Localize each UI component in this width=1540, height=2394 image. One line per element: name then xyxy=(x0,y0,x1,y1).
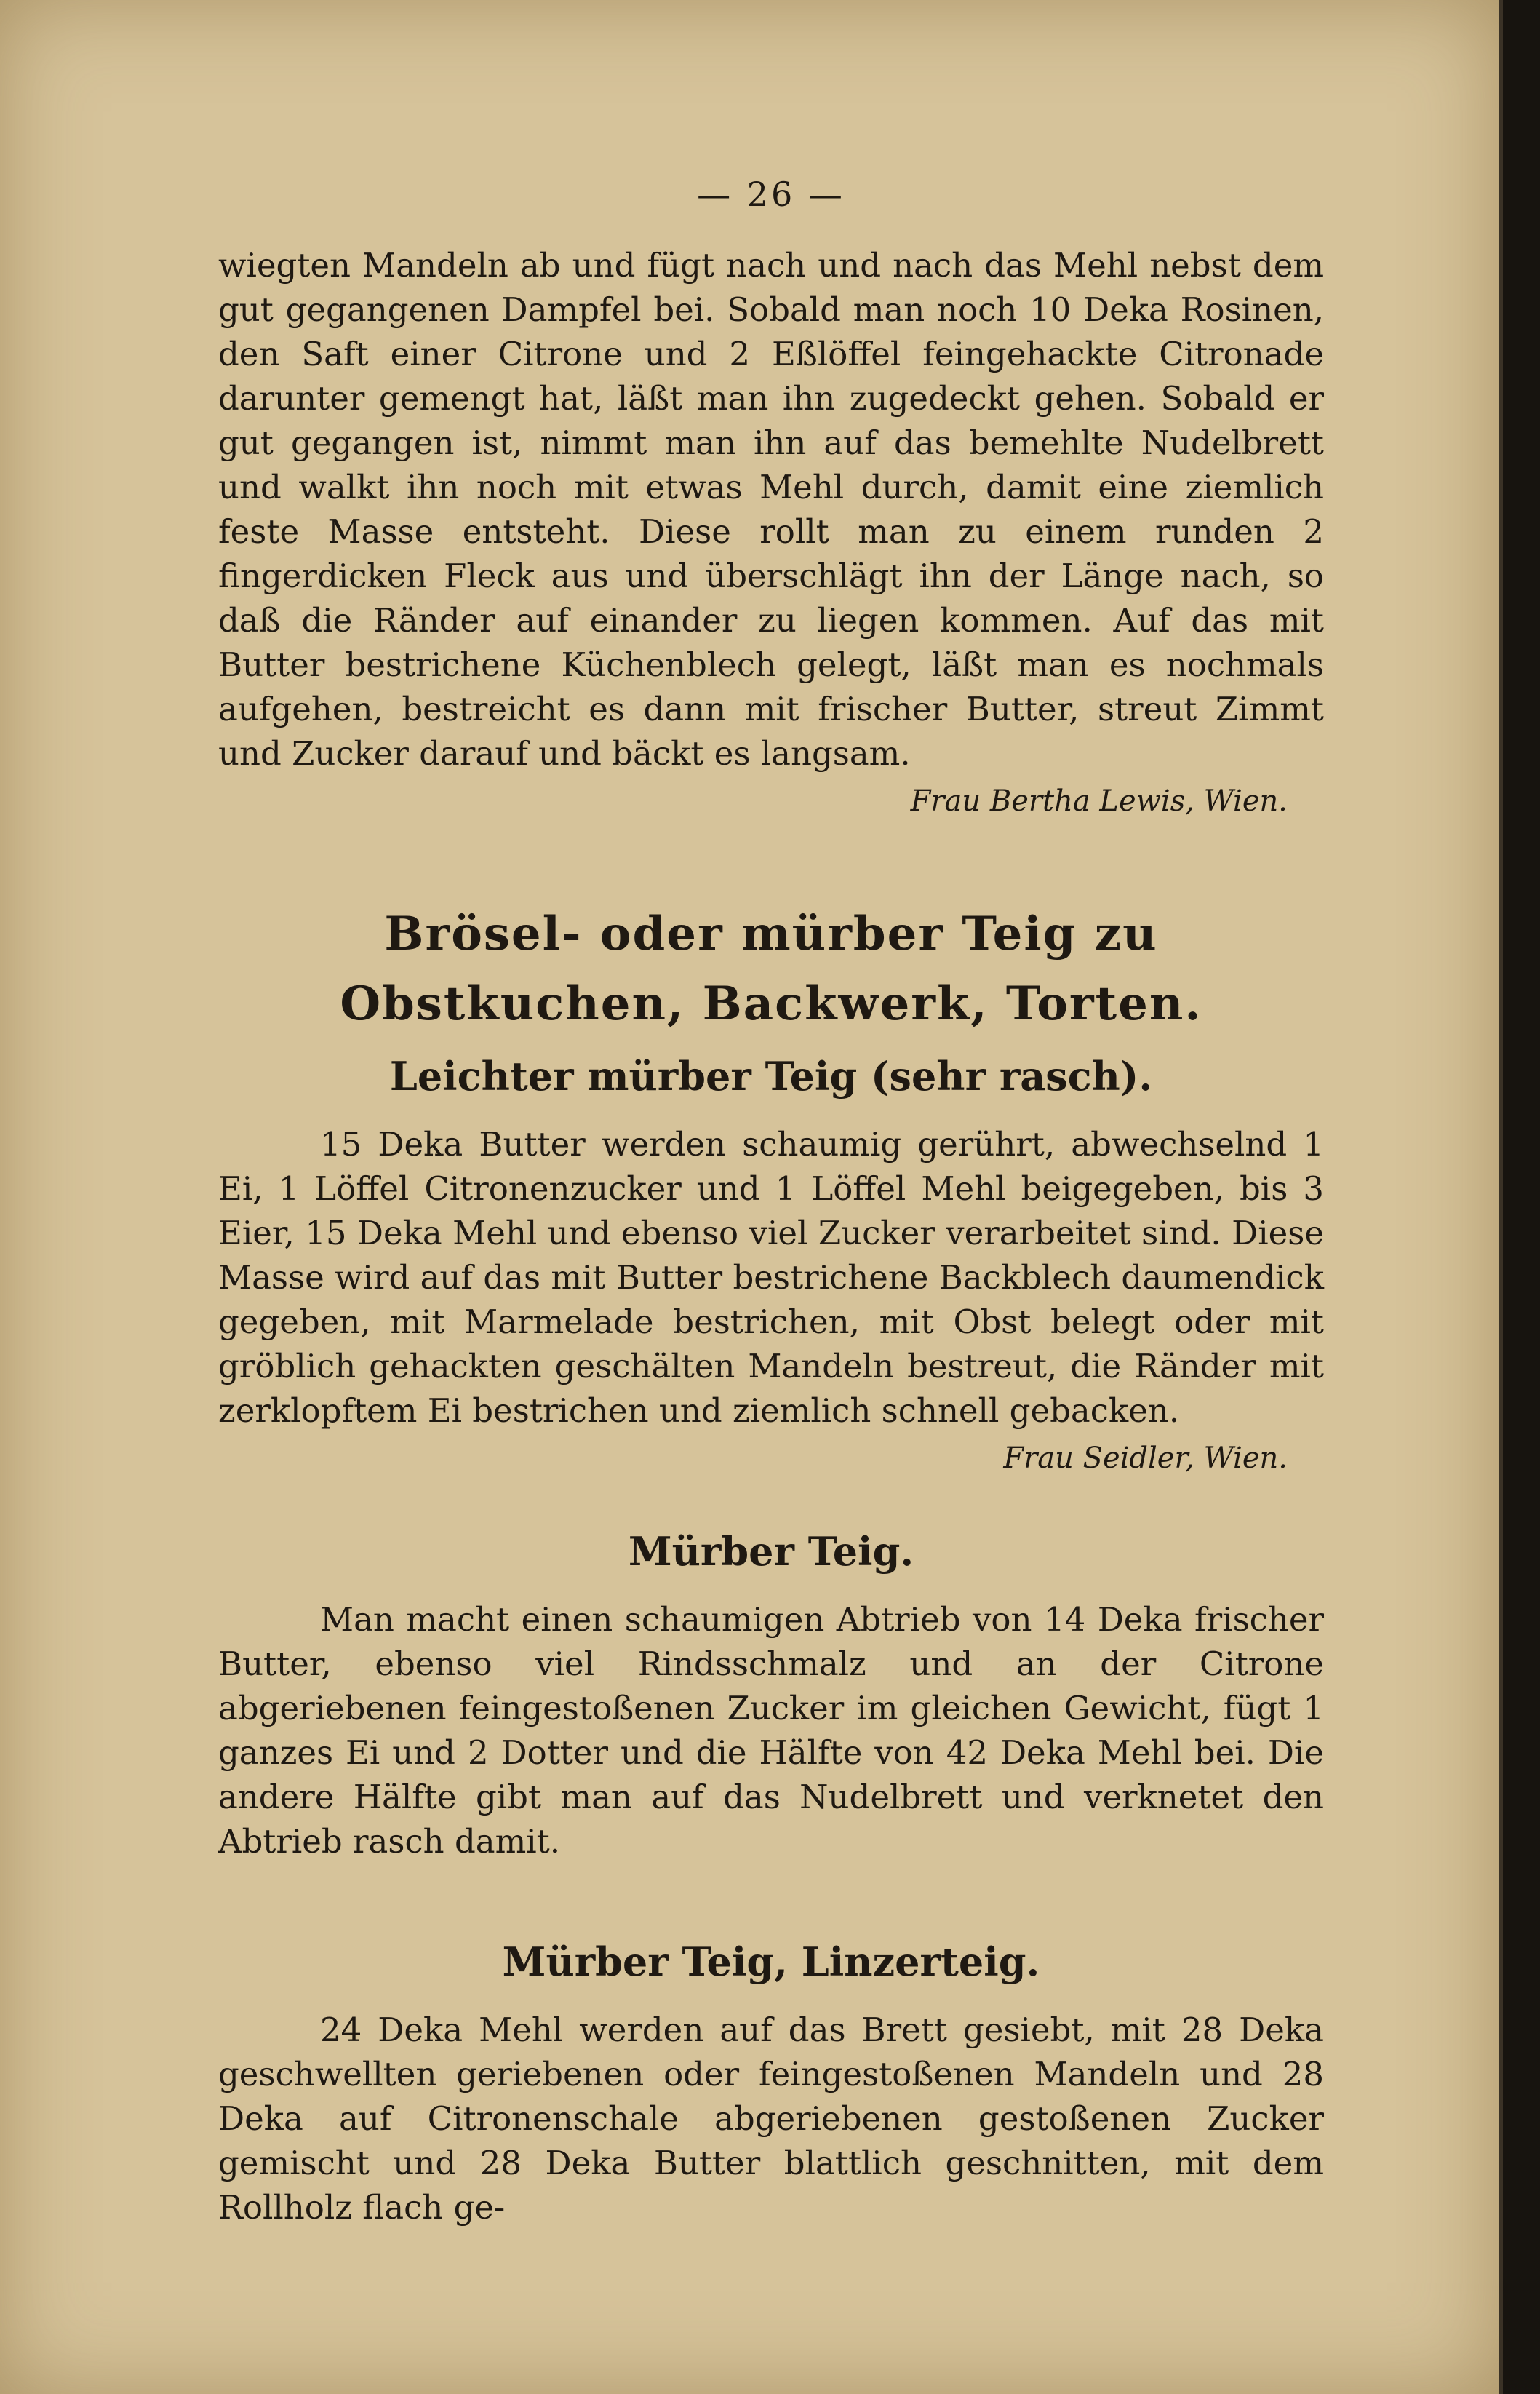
recipe-text: 15 Deka Butter werden schaumig gerührt, abwechselnd 1 Ei, 1 Löffel Citronenzucker und 1 Löffel Mehl beigegeben, bis 3 Eier, 15 Deka Mehl und ebenso viel Zucker verarbeitet sind. Diese Masse wird auf das mit Butter bestrichene Backblech daumendick gegeben, mit Marmelade bestrichen, mit Obst belegt oder mit gröblich gehackten geschälten Mandeln bestreut, die Ränder mit zerklopftem Ei bestrichen und ziemlich schnell gebacken. xyxy=(218,1125,1324,1430)
recipe-text: Man macht einen schaumigen Abtrieb von 14 Deka frischer Butter, ebenso viel Rindsschmalz und an der Citrone abgeriebenen feingestoßenen Zucker im gleichen Gewicht, fügt 1 ganzes Ei und 2 Dotter und die Hälfte von 42 Deka Mehl bei. Die andere Hälfte gibt man auf das Nudelbrett und verknetet den Abtrieb rasch damit. xyxy=(218,1600,1324,1861)
page-content xyxy=(218,175,1324,2230)
page-number: — 26 — xyxy=(697,175,845,214)
book-spine xyxy=(1499,0,1540,2394)
recipe-text: 24 Deka Mehl werden auf das Brett gesiebt, mit 28 Deka geschwellten geriebenen oder feingestoßenen Mandeln und 28 Deka auf Citronenschale abgeriebenen gestoßenen Zucker gemischt und 28 Deka Butter blattlich geschnitten, mit dem Rollholz flach ge- xyxy=(218,2011,1324,2227)
intro-paragraph: wiegten Mandeln ab und fügt nach und nach das Mehl nebst dem gut gegangenen Dampfel bei. Sobald man noch 10 Deka Rosinen, den Saft einer Citrone und 2 Eßlöffel feingehackte Citronade darunter gemengt hat, läßt man ihn zugedeckt gehen. Sobald er gut gegangen ist, nimmt man ihn auf das bemehlte Nudelbrett und walkt ihn noch mit etwas Mehl durch, damit eine ziemlich feste Masse entsteht. Diese rollt man zu einem runden 2 fingerdicken Fleck aus und überschlägt ihn der Länge nach, so daß die Ränder auf einander zu liegen kommen. Auf das mit Butter bestrichene Küchenblech gelegt, läßt man es nochmals aufgehen, bestreicht es dann mit frischer Butter, streut Zimmt und Zucker darauf und bäckt es langsam. xyxy=(218,246,1324,773)
recipe-title: Leichter mürber Teig (sehr rasch). xyxy=(389,1053,1153,1099)
recipe-signature: Frau Seidler, Wien. xyxy=(1003,1441,1288,1475)
chapter-title: Brösel- oder mürber Teig zu Obstkuchen, Backwerk, Torten. xyxy=(340,907,1202,1031)
recipe-title: Mürber Teig, Linzerteig. xyxy=(502,1938,1040,1985)
intro-signature: Frau Bertha Lewis, Wien. xyxy=(910,784,1288,818)
recipe-title: Mürber Teig. xyxy=(628,1528,914,1575)
